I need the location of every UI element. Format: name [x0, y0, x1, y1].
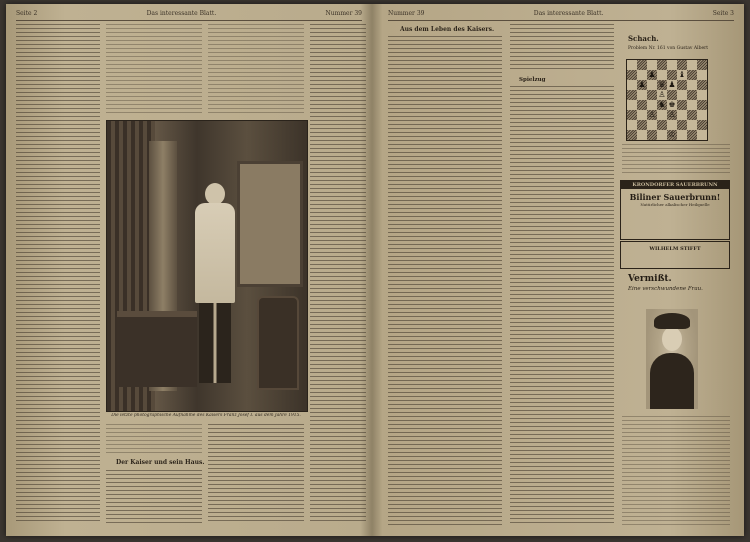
chess-square: [657, 60, 667, 70]
chess-square: [687, 130, 697, 140]
text-column-5: [388, 36, 502, 526]
right-header-title: Das interessante Blatt.: [533, 10, 604, 17]
chess-square: [627, 120, 637, 130]
chess-square: [627, 130, 637, 140]
chess-piece: ♙: [668, 110, 676, 119]
right-header-page-number: Seite 3: [712, 10, 734, 17]
portrait-face: [662, 327, 682, 351]
chess-square: [647, 80, 657, 90]
chess-square: [677, 80, 687, 90]
chess-square: [637, 100, 647, 110]
text-column-6-bottom: [510, 86, 614, 526]
ad-banner: KRONDORFER SAUERBRUNN: [621, 181, 729, 189]
right-page-header: [388, 10, 734, 21]
text-column-2-bottom: [106, 470, 202, 524]
chess-piece: ♚: [668, 100, 676, 109]
chess-square: [657, 130, 667, 140]
chess-board: [626, 59, 708, 141]
chess-square: [657, 70, 667, 80]
text-column-2-mid: [106, 424, 202, 454]
text-column-2-top: [106, 24, 202, 114]
chess-title: Schach.: [628, 34, 659, 43]
chess-square: [647, 110, 657, 120]
vermisst-title: Vermißt.: [628, 274, 672, 284]
chair: [257, 296, 299, 390]
article-heading-left: Der Kaiser und sein Haus.: [116, 459, 205, 466]
spielzug-heading: Spielzug: [519, 77, 546, 83]
text-column-3-top: [208, 24, 304, 114]
emperor-photograph: [106, 120, 308, 412]
chess-square: [647, 100, 657, 110]
chess-square: [687, 110, 697, 120]
chess-square: [687, 120, 697, 130]
chess-square: [627, 70, 637, 80]
chess-square: [667, 110, 677, 120]
chess-square: [667, 90, 677, 100]
missing-woman-portrait: [646, 309, 698, 409]
chess-square: [637, 60, 647, 70]
chess-square: [627, 100, 637, 110]
article-heading-right: Aus dem Leben des Kaisers.: [399, 26, 495, 33]
chess-square: [637, 70, 647, 80]
text-column-7-bottom: [622, 416, 730, 526]
window: [237, 161, 303, 287]
chess-square: [677, 90, 687, 100]
left-page-header: [16, 10, 362, 21]
chess-square: [647, 130, 657, 140]
chess-square: [687, 70, 697, 80]
chess-square: [667, 120, 677, 130]
ad-subtitle: Natürlicher alkalischer Heilquelle: [640, 202, 710, 207]
chess-piece: ♙: [648, 110, 656, 119]
chess-square: [667, 70, 677, 80]
chess-piece: ♝: [678, 70, 686, 79]
right-header-issue: Nummer 39: [388, 10, 425, 17]
chess-square: [657, 110, 667, 120]
chess-square: [697, 120, 707, 130]
chess-square: [677, 120, 687, 130]
chess-square: [657, 90, 667, 100]
chess-square: [697, 70, 707, 80]
figure-uniform: [195, 203, 235, 303]
stifft-advertisement: [620, 241, 730, 269]
portrait-dress: [650, 353, 694, 409]
photo-caption: Die letzte photographische Aufnahme des Kaisers Franz Josef I. aus dem Jahre 1915.: [111, 413, 301, 418]
chess-piece: ♟: [668, 80, 676, 89]
text-column-6-top: [510, 24, 614, 70]
chess-piece: ♞: [658, 100, 666, 109]
chess-square: [627, 60, 637, 70]
chess-square: [637, 130, 647, 140]
chess-square: [657, 80, 667, 90]
left-header-title: Das interessante Blatt.: [146, 10, 217, 17]
chess-square: [637, 110, 647, 120]
ad-title: Biliner Sauerbrunn!: [629, 192, 721, 202]
chess-square: [697, 130, 707, 140]
chess-piece: ♟: [638, 80, 646, 89]
chess-square: [697, 110, 707, 120]
chess-square: [677, 130, 687, 140]
text-column-3-bottom: [208, 424, 304, 524]
chess-square: [687, 100, 697, 110]
chess-square: [647, 120, 657, 130]
chess-square: [647, 90, 657, 100]
left-header-issue: Nummer 39: [325, 10, 362, 17]
portrait-hat: [654, 313, 690, 329]
chess-square: [657, 100, 667, 110]
chess-square: [657, 120, 667, 130]
chess-square: [637, 80, 647, 90]
chess-square: [697, 80, 707, 90]
chess-square: [687, 90, 697, 100]
chess-square: [677, 70, 687, 80]
newspaper-spread: [6, 4, 744, 536]
chess-square: [687, 60, 697, 70]
chess-square: [667, 80, 677, 90]
chess-square: [677, 100, 687, 110]
sauerbrunn-advertisement: [620, 180, 730, 240]
chess-square: [667, 60, 677, 70]
text-column-4: [310, 24, 366, 524]
vermisst-subtitle: Eine verschwundene Frau.: [628, 286, 703, 292]
stifft-name: WILHELM STIFFT: [649, 246, 701, 252]
chess-square: [627, 90, 637, 100]
chess-square: [627, 110, 637, 120]
chess-square: [637, 90, 647, 100]
chess-piece: ♟: [648, 70, 656, 79]
chess-square: [697, 60, 707, 70]
left-header-page-number: Seite 2: [16, 10, 38, 17]
chess-square: [637, 120, 647, 130]
chess-square: [697, 90, 707, 100]
left-page: [6, 4, 372, 536]
chess-square: [677, 110, 687, 120]
chess-square: [627, 80, 637, 90]
chess-square: [667, 100, 677, 110]
chess-square: [697, 100, 707, 110]
figure-head: [205, 183, 225, 205]
chess-piece: ♛: [658, 80, 666, 89]
chess-square: [677, 60, 687, 70]
chess-square: [687, 80, 697, 90]
chess-subtitle: Problem Nr. 161 von Gustav Albert: [628, 46, 709, 51]
chess-piece: ♙: [658, 90, 666, 99]
chess-square: [647, 70, 657, 80]
text-column-1: [16, 24, 100, 524]
chess-square: [647, 60, 657, 70]
chess-piece: ♔: [668, 130, 676, 139]
draped-table: [117, 311, 197, 387]
chess-solution-text: [622, 144, 730, 174]
chess-square: [667, 130, 677, 140]
figure-legs: [199, 303, 231, 383]
